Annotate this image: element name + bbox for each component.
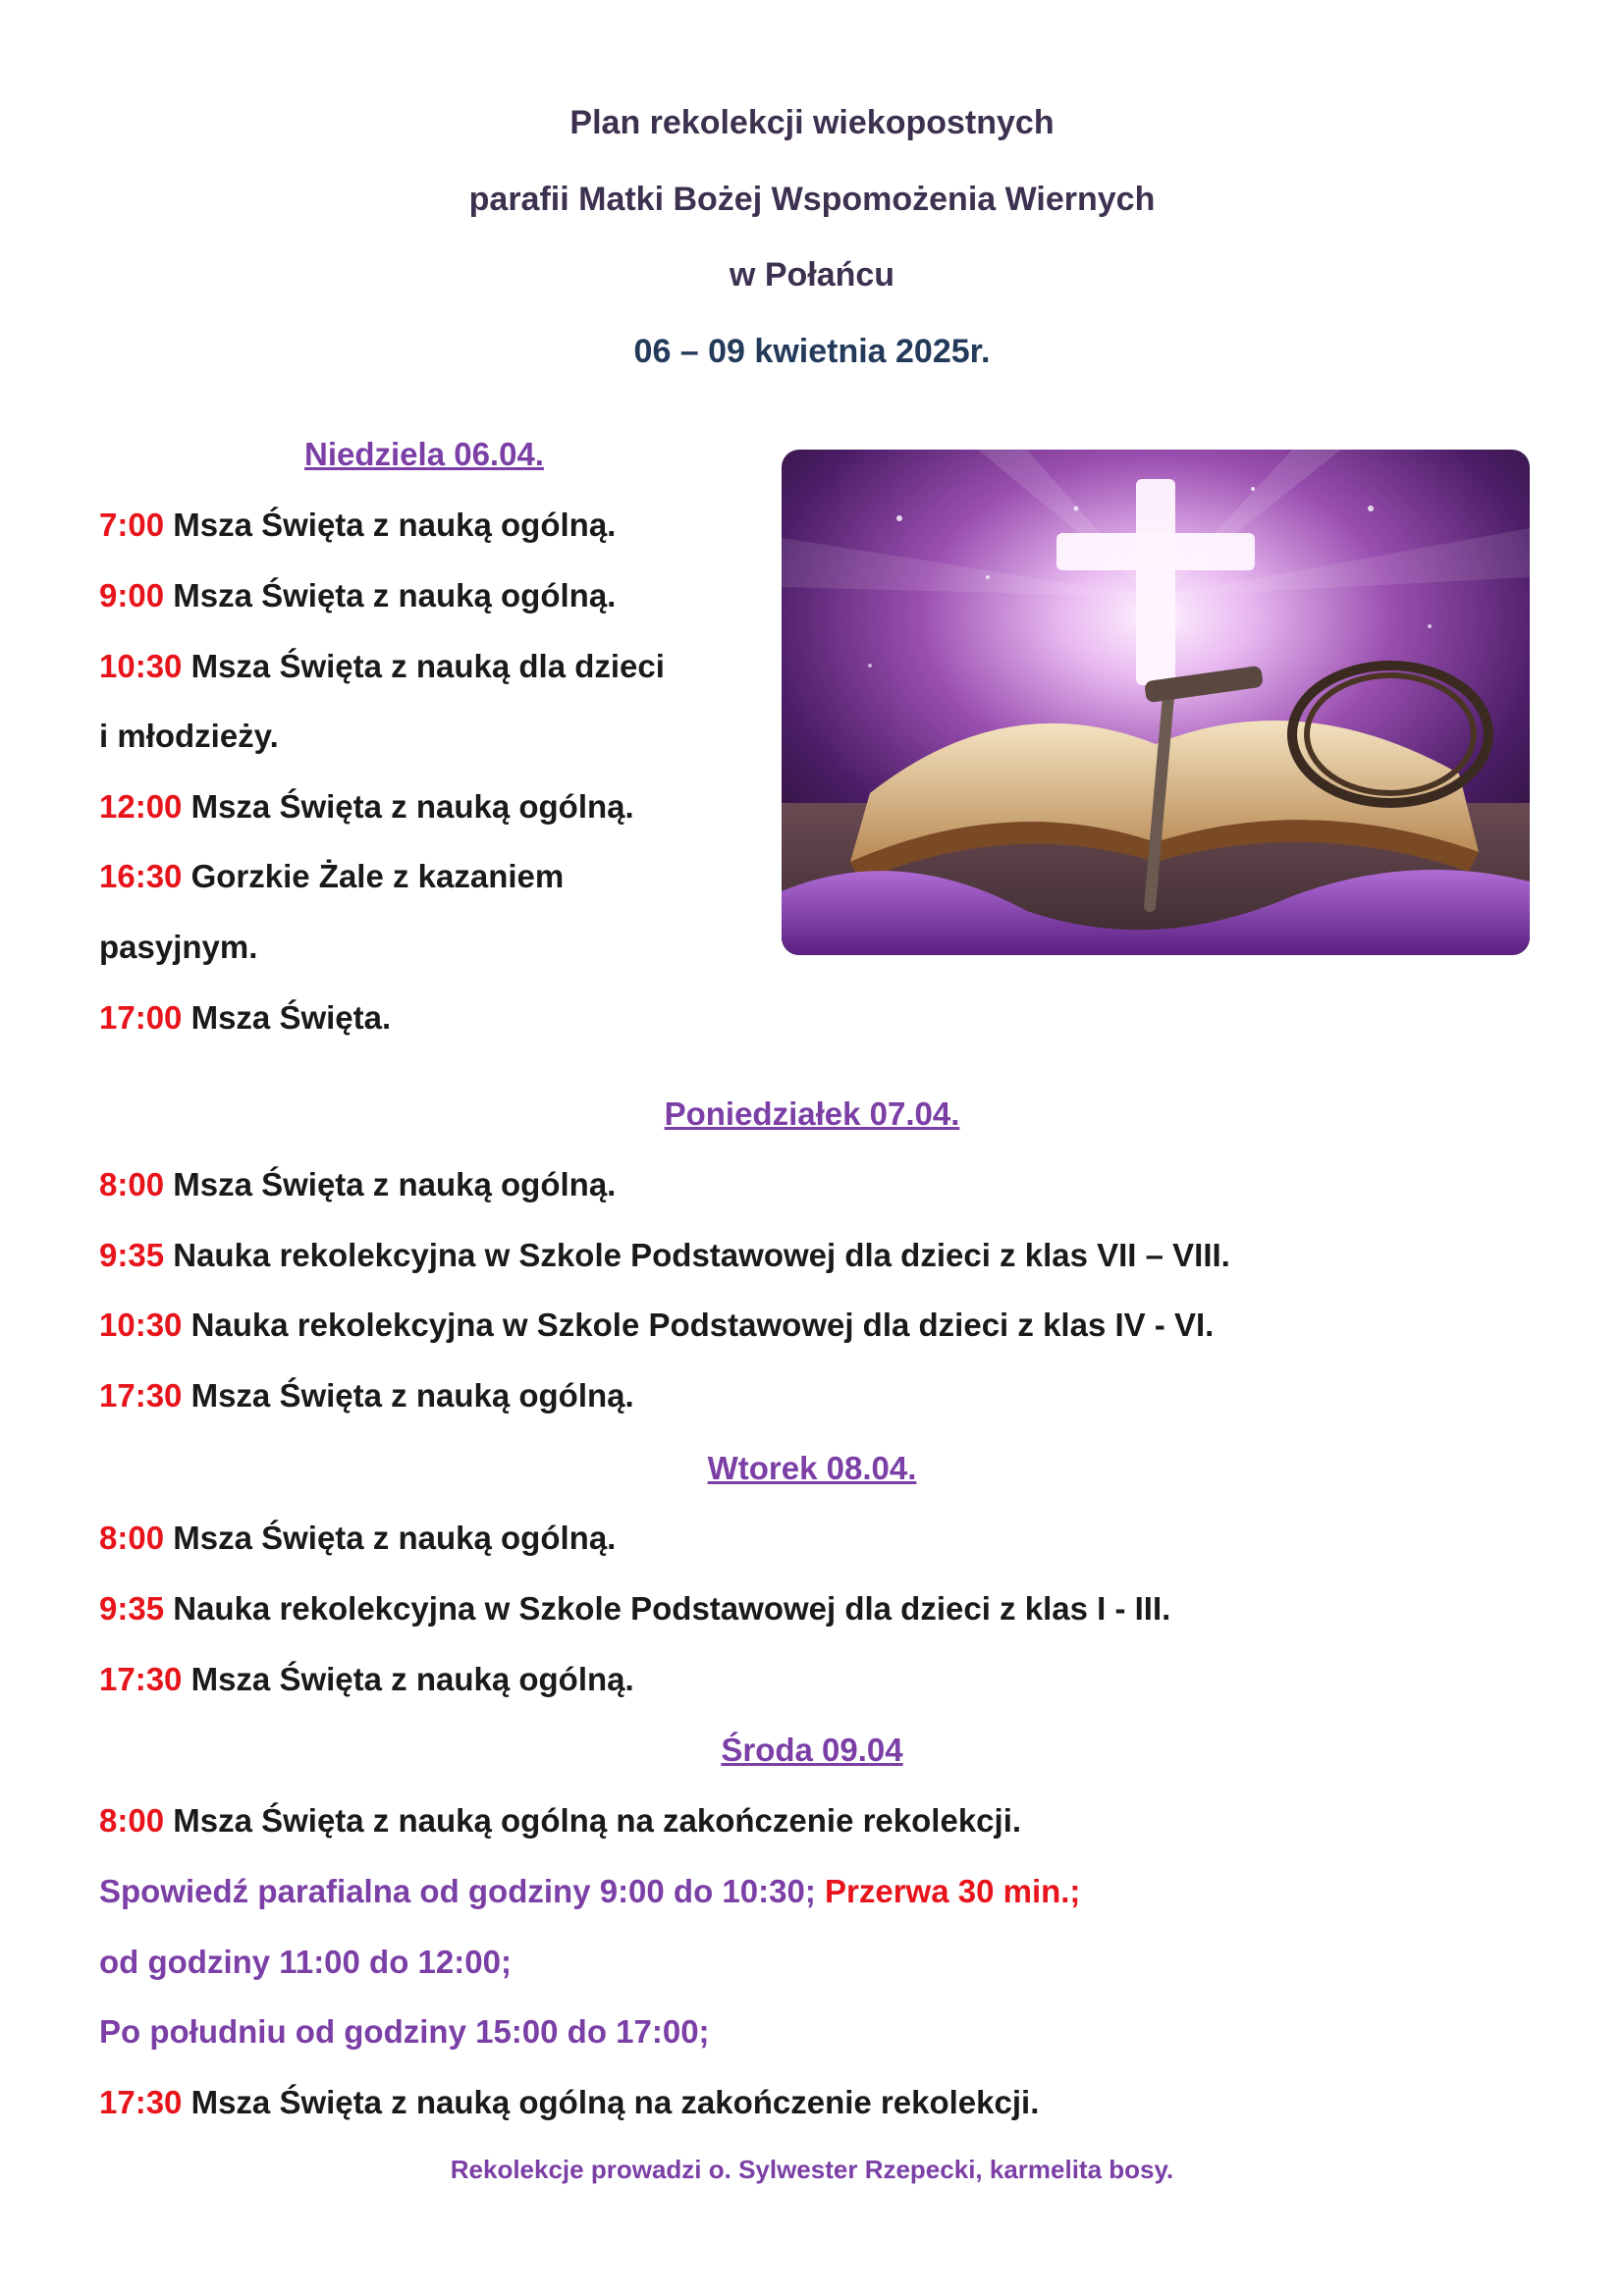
time-label: 12:00 [99, 788, 183, 825]
title-line-1: Plan rekolekcji wiekopostnych [569, 104, 1055, 141]
confession-text: Spowiedź parafialna od godziny 9:00 do 10:30; [99, 1873, 825, 1909]
day-heading-tuesday: Wtorek 08.04. [707, 1450, 917, 1486]
event-text: Msza Święta z nauką ogólną. [164, 577, 617, 614]
time-label: 16:30 [99, 858, 183, 894]
event-text: Msza Święta z nauką ogólną. [164, 1166, 617, 1202]
confession-line-3: Po południu od godziny 15:00 do 17:00; [99, 2013, 710, 2050]
time-label: 8:00 [99, 1166, 165, 1202]
event-text: i młodzieży. [99, 718, 279, 754]
schedule-line [99, 648, 665, 685]
event-text: pasyjnym. [99, 929, 258, 965]
time-label: 8:00 [99, 1802, 165, 1839]
event-text: Nauka rekolekcyjna w Szkole Podstawowej dla dzieci z klas I - III. [164, 1590, 1171, 1627]
event-text: Msza Święta z nauką ogólną. [164, 1520, 617, 1556]
bible-cross-illustration [782, 450, 1530, 955]
time-label: 17:00 [99, 999, 183, 1036]
schedule-line [99, 1307, 1214, 1344]
event-text: Msza Święta z nauką ogólną na zakończenie rekolekcji. [182, 2084, 1040, 2120]
day-heading-wednesday: Środa 09.04 [721, 1732, 903, 1768]
event-text: Msza Święta z nauką ogólną. [182, 1661, 634, 1697]
event-text: Nauka rekolekcyjna w Szkole Podstawowej dla dzieci z klas VII – VIII. [164, 1237, 1230, 1273]
schedule-line [99, 858, 564, 895]
time-label: 17:30 [99, 1377, 183, 1414]
time-label: 9:00 [99, 577, 165, 614]
footer-note: Rekolekcje prowadzi o. Sylwester Rzepecki, karmelita bosy. [450, 2155, 1174, 2184]
schedule-line-continued [99, 929, 257, 966]
title-date: 06 – 09 kwietnia 2025r. [633, 333, 991, 370]
schedule-line [99, 788, 634, 826]
time-label: 9:35 [99, 1590, 165, 1627]
event-text: Nauka rekolekcyjna w Szkole Podstawowej dla dzieci z klas IV - VI. [182, 1307, 1215, 1343]
title-line-2: parafii Matki Bożej Wspomożenia Wiernych [468, 181, 1156, 218]
time-label: 8:00 [99, 1520, 165, 1556]
time-label: 17:30 [99, 1661, 183, 1697]
event-text: Msza Święta z nauką ogólną. [182, 788, 634, 825]
schedule-line-continued [99, 718, 279, 755]
day-heading-monday: Poniedziałek 07.04. [664, 1095, 960, 1132]
confession-line-2: od godziny 11:00 do 12:00; [99, 1944, 512, 1980]
schedule-line [99, 1661, 634, 1698]
time-label: 7:00 [99, 507, 165, 543]
time-label: 10:30 [99, 1307, 183, 1343]
schedule-line [99, 1377, 634, 1415]
time-label: 9:35 [99, 1237, 165, 1273]
day-heading-sunday: Niedziela 06.04. [304, 436, 544, 472]
bible-cross-image [782, 450, 1530, 955]
event-text: Gorzkie Żale z kazaniem [182, 858, 565, 894]
time-label: 10:30 [99, 648, 183, 684]
event-text: Msza Święta z nauką ogólną. [164, 507, 617, 543]
title-line-3: w Połańcu [729, 256, 895, 294]
time-label: 17:30 [99, 2084, 183, 2120]
event-text: Msza Święta. [182, 999, 392, 1036]
event-text: Msza Święta z nauką dla dzieci [182, 648, 665, 684]
schedule-line [99, 1802, 1021, 1840]
schedule-line [99, 1520, 616, 1557]
schedule-line [99, 577, 616, 614]
schedule-line [99, 1237, 1230, 1274]
schedule-line [99, 1590, 1170, 1628]
event-text: Msza Święta z nauką ogólną na zakończenie rekolekcji. [164, 1802, 1022, 1839]
schedule-line [99, 999, 391, 1037]
event-text: Msza Święta z nauką ogólną. [182, 1377, 634, 1414]
confession-line [99, 1873, 1080, 1910]
break-text: Przerwa 30 min.; [824, 1873, 1081, 1909]
schedule-line [99, 507, 616, 544]
schedule-line [99, 1166, 616, 1203]
schedule-line [99, 2084, 1039, 2121]
